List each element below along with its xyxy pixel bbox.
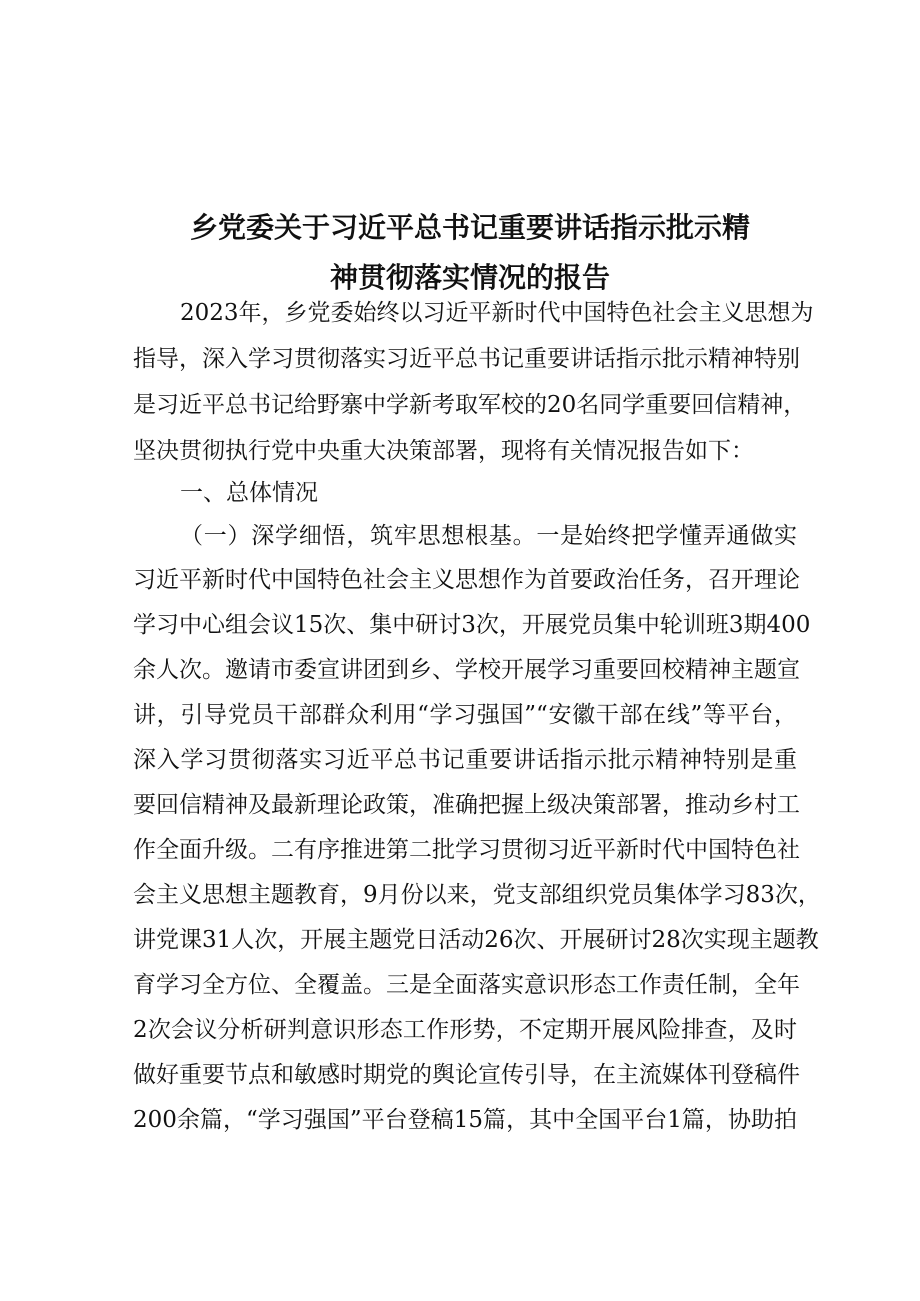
- paragraph-line: 学习中心组会议15次、集中研讨3次，开展党员集中轮训班3期400: [133, 612, 811, 638]
- paragraph-line: 是习近平总书记给野寨中学新考取军校的20名同学重要回信精神，: [133, 392, 807, 418]
- paragraph-line: （一）深学细悟，筑牢思想根基。一是始终把学懂弄通做实: [180, 523, 797, 549]
- paragraph-line: 2023年，乡党委始终以习近平新时代中国特色社会主义思想为: [180, 300, 814, 326]
- paragraph-line: 200余篇，“学习强国”平台登稿15篇，其中全国平台1篇，协助拍: [133, 1107, 797, 1133]
- section-heading: 一、总体情况: [180, 480, 318, 506]
- paragraph-line: 余人次。邀请市委宣讲团到乡、学校开展学习重要回校精神主题宣: [133, 657, 800, 683]
- paragraph-line: 作全面升级。二有序推进第二批学习贯彻习近平新时代中国特色社: [133, 837, 800, 863]
- paragraph-line: 做好重要节点和敏感时期党的舆论宣传引导，在主流媒体刊登稿件: [133, 1062, 800, 1088]
- document-title-line-2: 神贯彻落实情况的报告: [329, 261, 610, 294]
- paragraph-line: 育学习全方位、全覆盖。三是全面落实意识形态工作责任制，全年: [133, 972, 800, 998]
- paragraph-line: 坚决贯彻执行党中央重大决策部署，现将有关情况报告如下：: [133, 438, 754, 464]
- paragraph-line: 会主义思想主题教育，9月份以来，党支部组织党员集体学习83次，: [133, 882, 821, 908]
- paragraph-line: 指导，深入学习贯彻落实习近平总书记重要讲话指示批示精神特别: [133, 346, 800, 372]
- paragraph-line: 要回信精神及最新理论政策，准确把握上级决策部署，推动乡村工: [133, 792, 800, 818]
- paragraph-line: 2次会议分析研判意识形态工作形势，不定期开展风险排查，及时: [133, 1017, 797, 1043]
- paragraph-line: 习近平新时代中国特色社会主义思想作为首要政治任务，召开理论: [133, 567, 800, 593]
- document-title-line-1: 乡党委关于习近平总书记重要讲话指示批示精: [189, 211, 750, 244]
- paragraph-line: 讲，引导党员干部群众利用“学习强国”“安徽干部在线”等平台，: [133, 702, 797, 728]
- paragraph-line: 讲党课31人次，开展主题党日活动26次、开展研讨28次实现主题教: [133, 927, 819, 953]
- paragraph-line: 深入学习贯彻落实习近平总书记重要讲话指示批示精神特别是重: [133, 747, 797, 773]
